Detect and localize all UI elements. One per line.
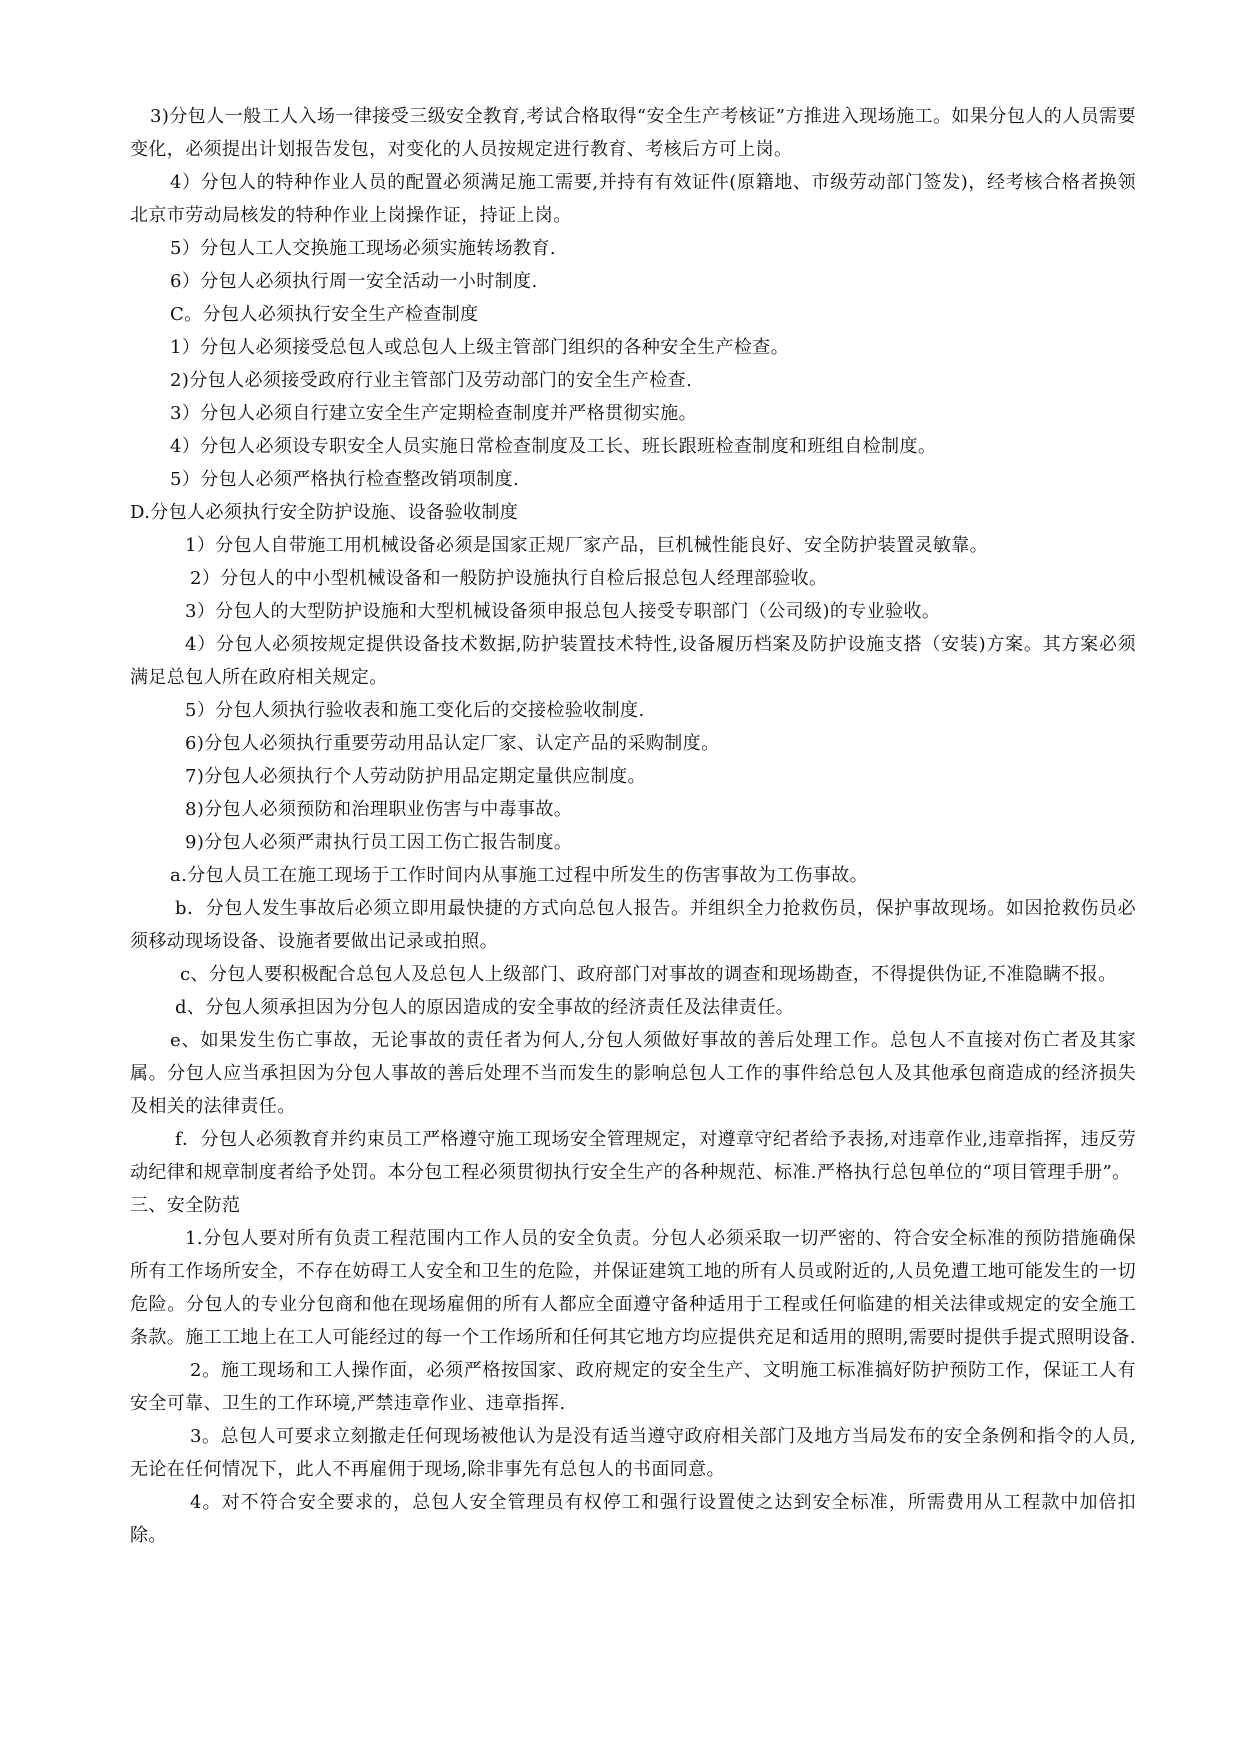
document-page [130, 100, 1136, 1552]
paragraph-item-f: f．分包人必须教育并约束员工严格遵守施工现场安全管理规定，对遵章守纪者给予表扬,对违章作业,违章指挥，违反劳动纪律和规章制度者给予处罚。本分包工程必须贯彻执行安全生产的各种规范、标准.严格执行总包单位的“项目管理手册”。 [130, 1129, 1136, 1183]
paragraph-d5: 5）分包人须执行验收表和施工变化后的交接检验收制度. [185, 700, 645, 721]
paragraph-special-operations-staff: 4）分包人的特种作业人员的配置必须满足施工需要,并持有有效证件(原籍地、市级劳动部门签发)，经考核合格者换领北京市劳动局核发的特种作业上岗操作证，持证上岗。 [130, 172, 1136, 226]
paragraph-c4: 4）分包人必须设专职安全人员实施日常检查制度及工长、班长跟班检查制度和班组自检制度。 [170, 436, 937, 457]
paragraph-item-e: e、如果发生伤亡事故，无论事故的责任者为何人,分包人须做好事故的善后处理工作。总包人不直接对伤亡者及其家属。分包人应当承担因为分包人事故的善后处理不当而发生的影响总包人工作的事件给总包人及其他承包商造成的经济损失及相关的法律责任。 [130, 1030, 1136, 1117]
paragraph-prevention-1: 1.分包人要对所有负责工程范围内工作人员的安全负责。分包人必须采取一切严密的、符合安全标准的预防措施确保所有工作场所安全，不存在妨碍工人安全和卫生的危险，并保证建筑工地的所有人员或附近的,人员免遭工地可能发生的一切危险。分包人的专业分包商和他在现场雇佣的所有人都应全面遵守备种适用于工程或任何临建的相关法律或规定的安全施工条款。施工工地上在工人可能经过的每一个工作场所和任何其它地方均应提供充足和适用的照明,需要时提供手提式照明设备. [130, 1228, 1136, 1348]
paragraph-d3: 3）分包人的大型防护设施和大型机械设备须申报总包人接受专职部门（公司级)的专业验收。 [185, 601, 941, 622]
paragraph-site-transfer-education: 5）分包人工人交换施工现场必须实施转场教育. [170, 238, 556, 259]
paragraph-prevention-4: 4。对不符合安全要求的，总包人安全管理员有权停工和强行设置使之达到安全标准，所需费用从工程款中加倍扣除。 [130, 1492, 1136, 1546]
paragraph-c3: 3）分包人必须自行建立安全生产定期检查制度并严格贯彻实施。 [170, 403, 698, 424]
paragraph-d6: 6)分包人必须执行重要劳动用品认定厂家、认定产品的采购制度。 [185, 733, 720, 754]
paragraph-d9: 9)分包人必须严肃执行员工因工伤亡报告制度。 [185, 832, 573, 853]
paragraph-item-b: b．分包人发生事故后必须立即用最快捷的方式向总包人报告。并组织全力抢救伤员，保护事故现场。如因抢救伤员必须移动现场设备、设施者要做出记录或拍照。 [130, 898, 1136, 952]
paragraph-item-d: d、分包人须承担因为分包人的原因造成的安全事故的经济责任及法律责任。 [175, 997, 795, 1018]
paragraph-item-c: c、分包人要积极配合总包人及总包人上级部门、政府部门对事故的调查和现场勘查，不得提供伪证,不准隐瞒不报。 [180, 964, 1117, 985]
paragraph-d8: 8)分包人必须预防和治理职业伤害与中毒事故。 [185, 799, 573, 820]
paragraph-d2: 2）分包人的中小型机械设备和一般防护设施执行自检后报总包人经理部验收。 [190, 568, 828, 589]
paragraph-prevention-2: 2。施工现场和工人操作面，必须严格按国家、政府规定的安全生产、文明施工标准搞好防护预防工作，保证工人有安全可靠、卫生的工作环境,严禁违章作业、违章指挥. [130, 1360, 1136, 1414]
paragraph-d7: 7)分包人必须执行个人劳动防护用品定期定量供应制度。 [185, 766, 646, 787]
paragraph-item-a: a.分包人员工在施工现场于工作时间内从事施工过程中所发生的伤害事故为工伤事故。 [170, 865, 869, 886]
paragraph-c1: 1）分包人必须接受总包人或总包人上级主管部门组织的各种安全生产检查。 [170, 337, 790, 358]
section-heading-c-inspection: C。分包人必须执行安全生产检查制度 [170, 304, 479, 325]
paragraph-d4: 4）分包人必须按规定提供设备技术数据,防护装置技术特性,设备履历档案及防护设施支搭（安装)方案。其方案必须满足总包人所在政府相关规定。 [130, 634, 1136, 688]
paragraph-monday-safety-activity: 6）分包人必须执行周一安全活动一小时制度. [170, 271, 538, 292]
paragraph-c2: 2)分包人必须接受政府行业主管部门及劳动部门的安全生产检查. [170, 370, 693, 391]
section-heading-d-acceptance: D.分包人必须执行安全防护设施、设备验收制度 [130, 502, 519, 523]
paragraph-prevention-3: 3。总包人可要求立刻撤走任何现场被他认为是没有适当遵守政府相关部门及地方当局发布的安全条例和指令的人员,无论在任何情况下，此人不再雇佣于现场,除非事先有总包人的书面同意。 [130, 1426, 1136, 1480]
paragraph-c5: 5）分包人必须严格执行检查整改销项制度. [170, 469, 520, 490]
paragraph-subcontractor-workers-training: 3)分包人一般工人入场一律接受三级安全教育,考试合格取得“安全生产考核证”方推进入现场施工。如果分包人的人员需要变化，必须提出计划报告发包，对变化的人员按规定进行教育、考核后方可上岗。 [130, 106, 1136, 160]
paragraph-d1: 1）分包人自带施工用机械设备必须是国家正规厂家产品，巨机械性能良好、安全防护装置灵敏靠。 [185, 535, 989, 556]
section-heading-safety-prevention: 三、安全防范 [130, 1195, 241, 1216]
